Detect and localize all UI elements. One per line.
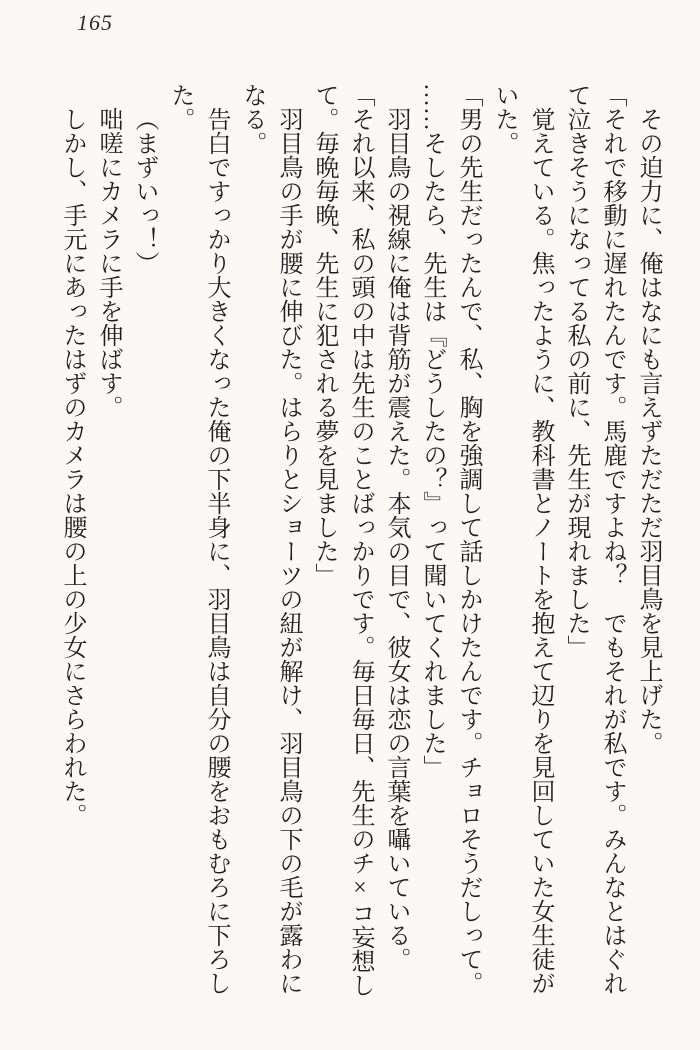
text-line: て。毎晩毎晩、先生に犯される夢を見ました」: [311, 83, 337, 587]
page-number: 165: [77, 10, 113, 35]
text-line: （まずいっ！）: [131, 107, 157, 275]
text-line: ……そしたら、先生は『どうしたの？』って聞いてくれました」: [419, 83, 445, 779]
text-line: しかし、手元にあったはずのカメラは腰の上の少女にさらわれた。: [59, 107, 85, 827]
text-line: いた。: [491, 83, 517, 155]
text-line: た。: [167, 83, 193, 131]
text-line: その迫力に、俺はなにも言えずただただ羽目鳥を見上げた。: [635, 107, 661, 755]
text-line: 告白ですっかり大きくなった俺の下半身に、羽目鳥は自分の腰をおもむろに下ろし: [203, 107, 229, 995]
text-line: 覚えている。焦ったように、教科書とノートを抱えて辺りを見回していた女生徒が: [527, 107, 553, 995]
text-line: 羽目鳥の手が腰に伸びた。はらりとショーツの紐が解け、羽目鳥の下の毛が露わに: [275, 107, 301, 995]
text-line: なる。: [239, 83, 265, 155]
text-line: て泣きそうになってる私の前に、先生が現れました」: [563, 83, 589, 659]
text-line: 羽目鳥の視線に俺は背筋が震えた。本気の目で、彼女は恋の言葉を囁いている。: [383, 107, 409, 971]
text-line: 「それで移動に遅れたんです。馬鹿ですよね？ でもそれが私です。みんなとはぐれ: [599, 83, 625, 995]
text-line: 「それ以来、私の頭の中は先生のことばっかりです。毎日毎日、先生のチ×コ妄想し: [347, 83, 373, 997]
text-line: 「男の先生だったんで、私、胸を強調して話しかけたんです。チョロそうだしって。: [455, 83, 481, 995]
text-columns: [54, 83, 666, 998]
text-line: 咄嗟にカメラに手を伸ばす。: [95, 107, 121, 419]
